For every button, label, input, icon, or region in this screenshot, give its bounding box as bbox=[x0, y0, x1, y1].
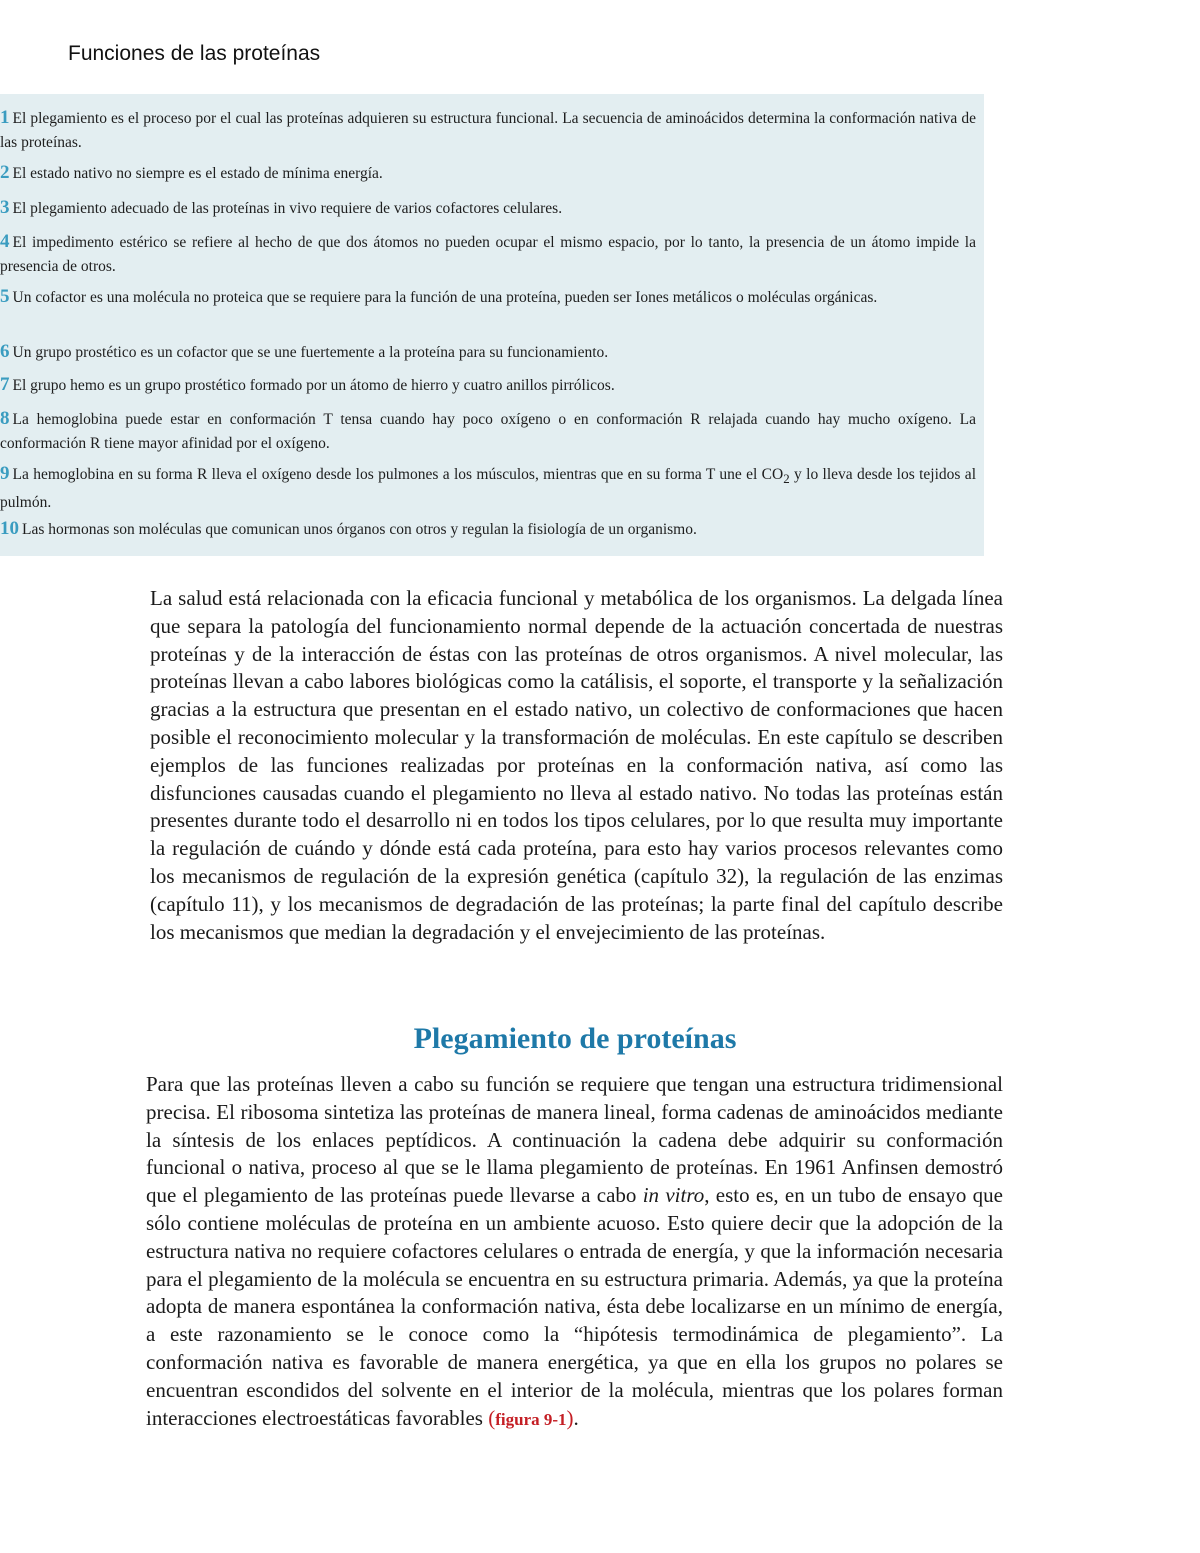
summary-item-9 bbox=[0, 462, 976, 515]
figure-reference-link[interactable]: figura 9-1 bbox=[495, 1409, 567, 1429]
summary-item-3 bbox=[0, 196, 976, 221]
paren-open: ( bbox=[488, 1405, 496, 1430]
summary-text: Un cofactor es una molécula no proteica que se requiere para la función de una proteína, pueden ser Iones metálicos o moléculas orgánicas. bbox=[12, 289, 878, 306]
paren-close: ) bbox=[566, 1405, 574, 1430]
summary-number: 6 bbox=[0, 341, 10, 362]
section-title: Plegamiento de proteínas bbox=[413, 1022, 737, 1055]
summary-number: 3 bbox=[0, 197, 10, 218]
summary-text: La hemoglobina puede estar en conformación T tensa cuando hay poco oxígeno o en conformación R relajada cuando hay mucho oxígeno. La conformación R tiene mayor afinidad por el oxígeno. bbox=[0, 411, 976, 452]
summary-item-4 bbox=[0, 230, 976, 279]
summary-item-6 bbox=[0, 340, 976, 365]
summary-text-b: y lo lleva desde los tejidos al pulmón. bbox=[0, 466, 976, 512]
summary-item-2 bbox=[0, 161, 976, 186]
summary-text: El impedimento estérico se refiere al hecho de que dos átomos no pueden ocupar el mismo espacio, por lo tanto, la presencia de un átomo impide la presencia de otros. bbox=[0, 234, 976, 275]
summary-text: El grupo hemo es un grupo prostético formado por un átomo de hierro y cuatro anillos pirrólicos. bbox=[12, 377, 615, 394]
summary-number: 9 bbox=[0, 463, 10, 484]
summary-number: 1 bbox=[0, 107, 10, 128]
summary-box bbox=[0, 94, 984, 556]
summary-item-1 bbox=[0, 106, 976, 155]
summary-number: 4 bbox=[0, 231, 10, 252]
summary-item-8 bbox=[0, 407, 976, 456]
summary-number: 7 bbox=[0, 374, 10, 395]
summary-number: 5 bbox=[0, 286, 10, 307]
summary-number: 2 bbox=[0, 162, 10, 183]
paragraph-text: Para que las proteínas lleven a cabo su función se requiere que tengan una estructura tridimensional precisa. El ribosoma sintetiza las proteínas de manera lineal, forma cadenas de aminoácidos mediante la síntesis de los enlaces peptídicos. A continuación la cadena debe adquirir su conformación funcional o nativa, proceso al que se le llama plegamiento de proteínas. En 1961 Anfinsen demostró que el plegamiento de las proteínas puede llevarse a cabo bbox=[146, 1072, 1003, 1208]
summary-text: El plegamiento es el proceso por el cual las proteínas adquieren su estructura funcional. La secuencia de aminoácidos determina la conformación nativa de las proteínas. bbox=[0, 110, 976, 151]
summary-text-a: La hemoglobina en su forma R lleva el oxígeno desde los pulmones a los músculos, mientras que en su forma T une el CO bbox=[12, 466, 784, 483]
summary-number: 10 bbox=[0, 518, 19, 539]
summary-item-5 bbox=[0, 285, 976, 310]
co2-subscript: 2 bbox=[783, 471, 790, 487]
summary-text: El estado nativo no siempre es el estado de mínima energía. bbox=[12, 165, 383, 182]
paragraph-end: . bbox=[573, 1405, 579, 1430]
italic-term: in vitro bbox=[642, 1183, 705, 1208]
intro-paragraph: La salud está relacionada con la eficacia funcional y metabólica de los organismos. La delgada línea que separa la patología del funcionamiento normal depende de la actuación concertada de nuestras proteínas y de la interacción de éstas con las proteínas de otros organismos. A nivel molecular, las proteínas llevan a cabo labores biológicas como la catálisis, el soporte, el transporte y la señalización gracias a la estructura que presentan en el estado nativo, un colectivo de conformaciones que hacen posible el reconocimiento molecular y la transformación de moléculas. En este capítulo se describen ejemplos de las funciones realizadas por proteínas en la conformación nativa, así como las disfunciones causadas cuando el plegamiento no lleva al estado nativo. No todas las proteínas están presentes durante todo el desarrollo ni en todos los tipos celulares, por lo que resulta muy importante la regulación de cuándo y dónde está cada proteína, para esto hay varios procesos relevantes como los mecanismos de regulación de la expresión genética (capítulo 32), la regulación de las enzimas (capítulo 11), y los mecanismos de degradación de las proteínas; la parte final del capítulo describe los mecanismos que median la degradación y el envejecimiento de las proteínas. bbox=[150, 586, 1003, 944]
section-paragraph bbox=[146, 1071, 1003, 1433]
summary-text: Un grupo prostético es un cofactor que se une fuertemente a la proteína para su funcionamiento. bbox=[12, 344, 609, 361]
page-header: Funciones de las proteínas bbox=[68, 42, 321, 65]
summary-text: El plegamiento adecuado de las proteínas in vivo requiere de varios cofactores celulares. bbox=[12, 200, 563, 217]
summary-item-10 bbox=[0, 517, 976, 542]
summary-item-7 bbox=[0, 373, 976, 398]
summary-number: 8 bbox=[0, 408, 10, 429]
summary-text: Las hormonas son moléculas que comunican unos órganos con otros y regulan la fisiología de un organismo. bbox=[22, 521, 697, 538]
paragraph-text-continued: , esto es, en un tubo de ensayo que sólo contiene moléculas de proteína en un ambiente acuoso. Esto quiere decir que la adopción de la estructura nativa no requiere cofactores celulares o entrada de energía, y que la información necesaria para el plegamiento de la molécula se encuentra en su estructura primaria. Además, ya que la proteína adopta de manera espontánea la conformación nativa, ésta debe localizarse en un mínimo de energía, a este razonamiento se le conoce como la “hipótesis termodinámica de plegamiento”. La conformación nativa es favorable de manera energética, ya que en ella los grupos no polares se encuentran escondidos del solvente en el interior de la molécula, mientras que los polares forman interacciones electroestáticas favorables bbox=[146, 1183, 1003, 1430]
